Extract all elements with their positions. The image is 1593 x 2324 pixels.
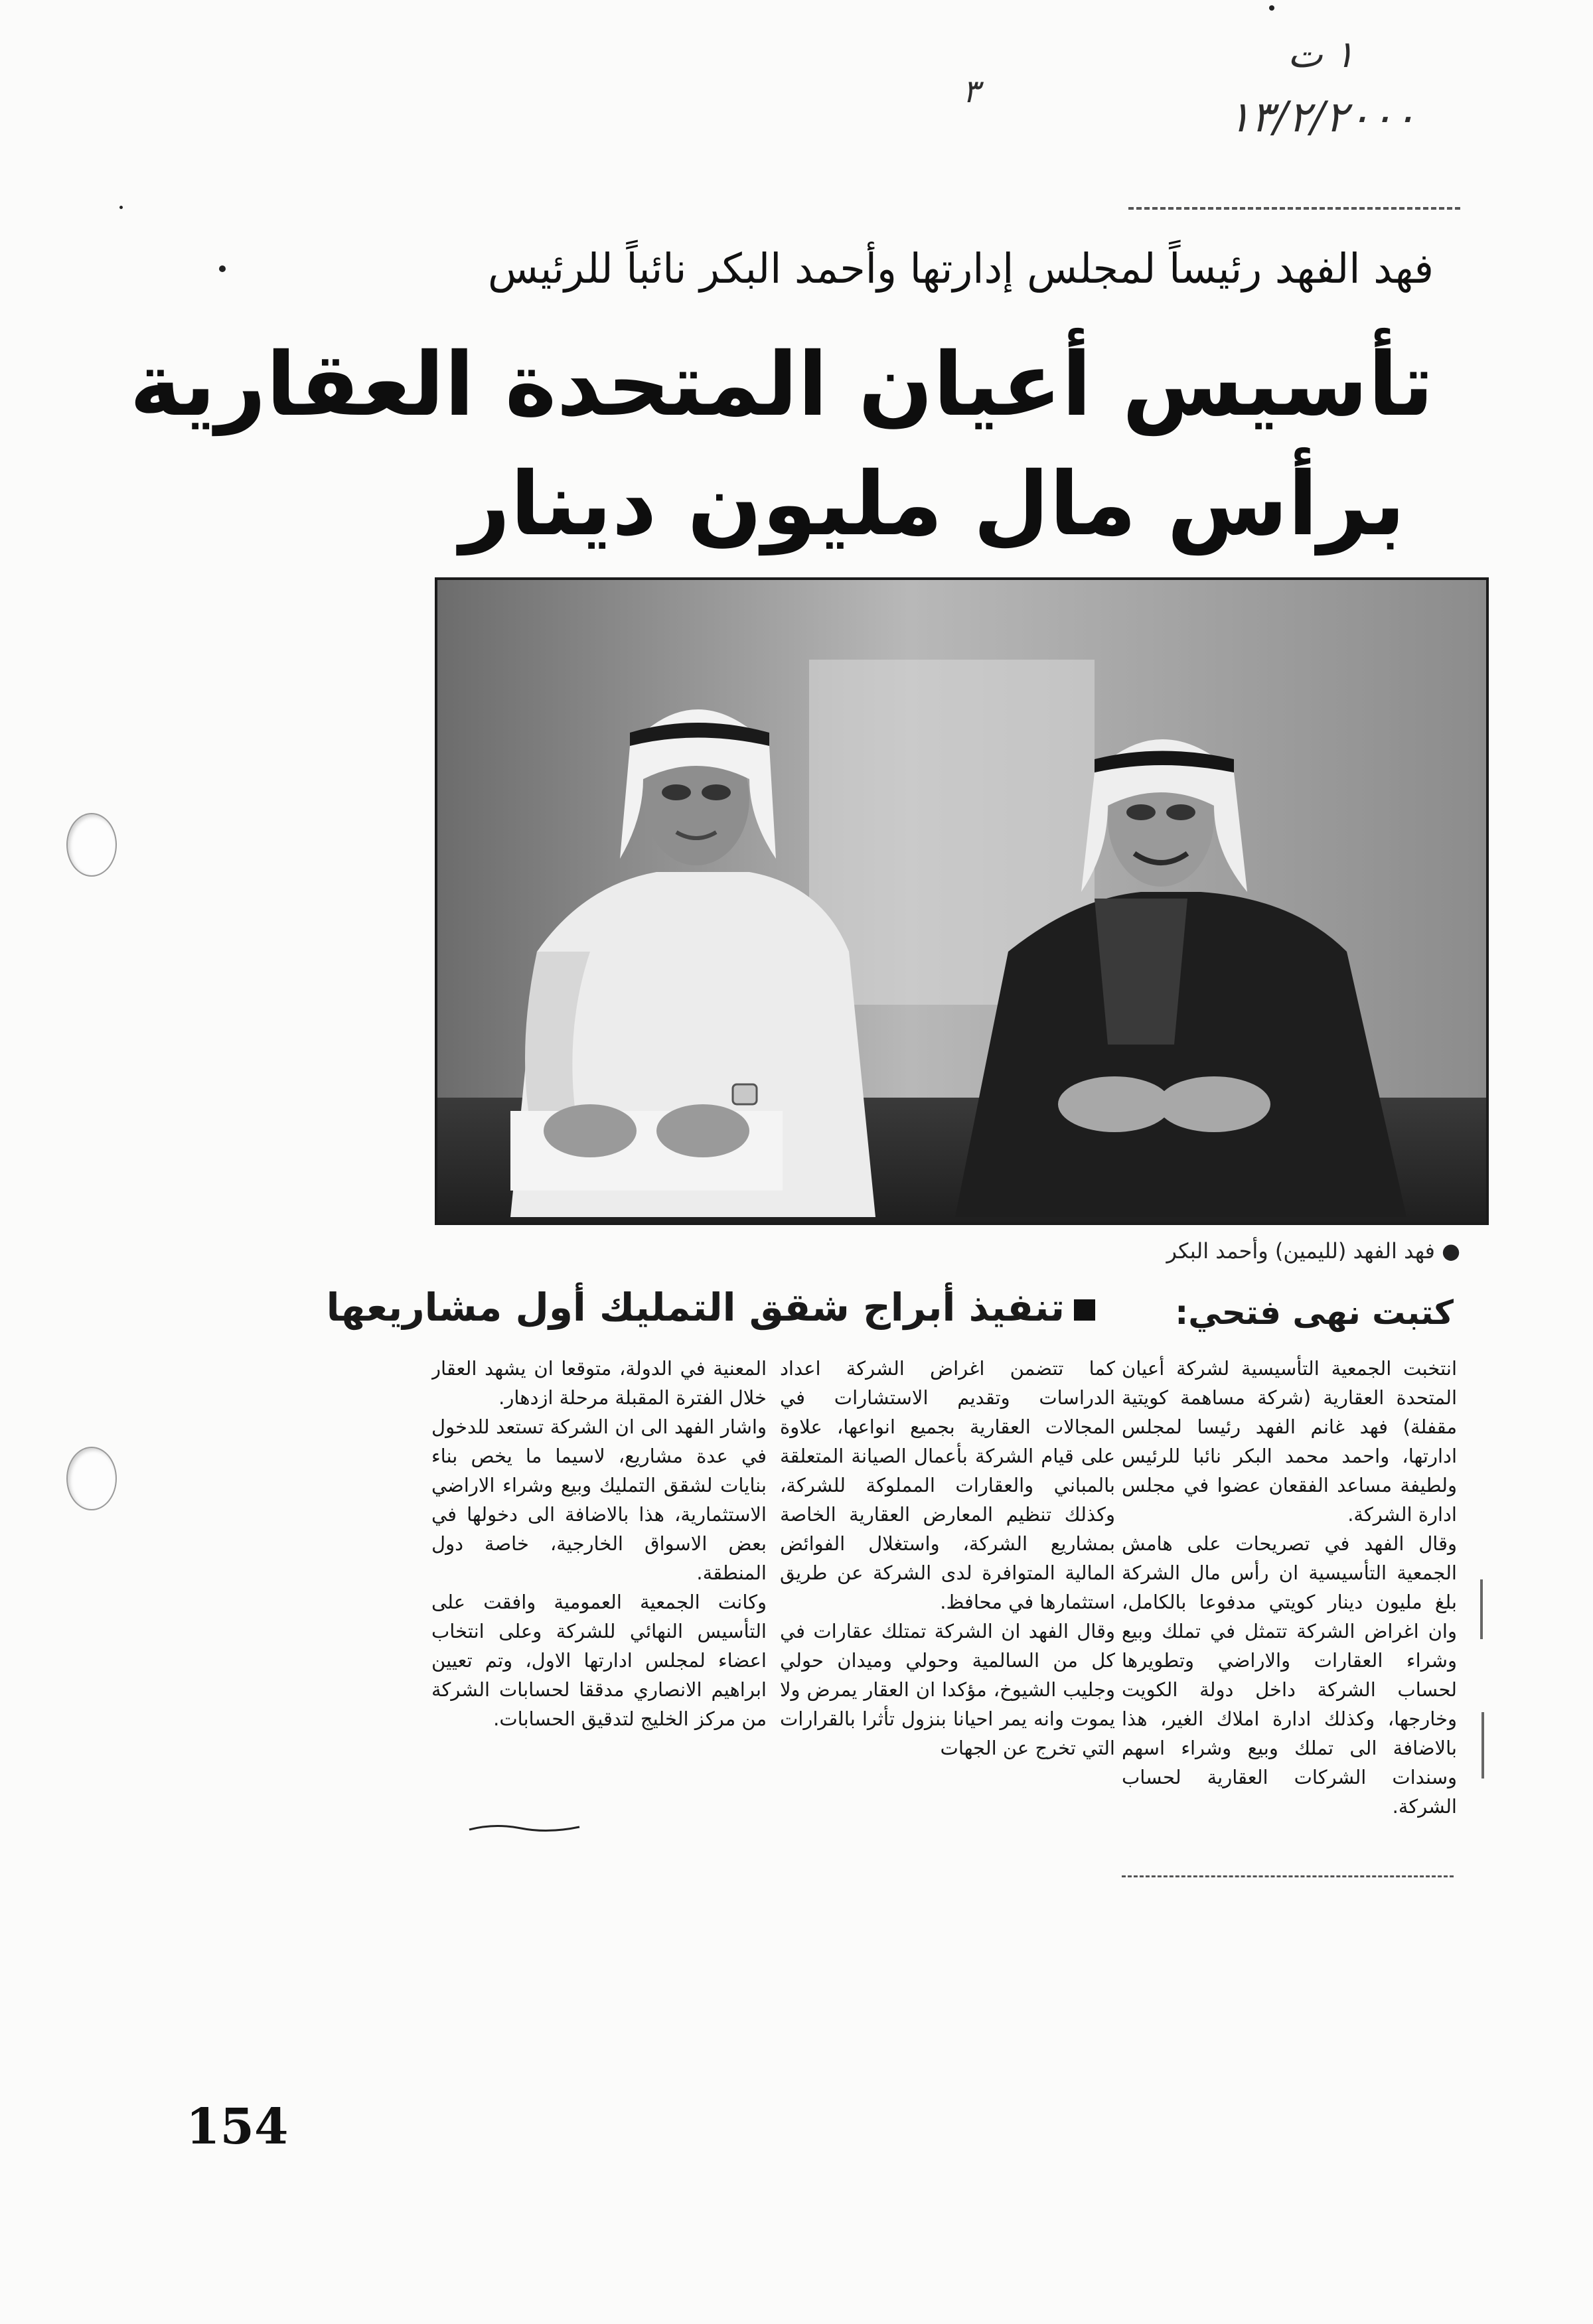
article-column-3 [431,1354,767,1898]
article-column-2 [780,1354,1115,1898]
article-column-1 [1122,1354,1457,1898]
top-dashed-rule [1128,207,1460,210]
handwritten-source: ١ ت [1288,33,1355,76]
subhead-square-icon [1074,1299,1095,1321]
scan-speck [219,265,226,272]
margin-mark [1480,1579,1483,1639]
article-paragraph: كما تتضمن اغراض الشركة اعداد الدراسات وتقديم الاستشارات في المجالات العقارية بجميع انواعها، علاوة على قيام الشركة بأعمال الصيانة المتعلقة بالمباني والعقارات المملوكة للشركة، وكذلك تنظيم المعارض العقارية الخاصة بمشاريع الشركة، واستغلال الفوائض المالية المتوافرة لدى الشركة عن طريق استثمارها في محافظ. [780,1357,1115,1613]
article-paragraph: وقال الفهد في تصريحات على هامش الجمعية التأسيسية ان رأس مال الشركة بلغ مليون دينار كويتي مدفوعا بالكامل، وان اغراض الشركة تتمثل في تملك وبيع وشراء العقارات والاراضي وتطويرها لحساب الشركة داخل دولة الكويت وخارجها، وكذلك ادارة املاك الغير، هذا بالاضافة الى تملك وبيع وشراء اسهم وسندات الشركات العقارية لحساب الشركة. [1122,1532,1457,1818]
scan-speck [119,206,123,209]
caption-bullet-icon: ● [1442,1238,1460,1264]
page-number: 154 [186,2098,289,2155]
end-squiggle-icon [468,1822,581,1835]
article-byline: كتبت نهى فتحي: [1175,1293,1454,1332]
scan-speck [1269,5,1274,11]
article-subhead-text: تنفيذ أبراج شقق التمليك أول مشاريعها [326,1285,1065,1330]
binder-hole-bottom [66,1447,117,1510]
photo-caption [796,1234,1460,1268]
article-paragraph: واشار الفهد الى ان الشركة تستعد للدخول في عدة مشاريع، لاسيما ما يخص بناء بنايات لشقق التمليك وبيع وشراء الاراضي الاستثمارية، هذا بالاضافة الى دخولها في بعض الاسواق الخارجية، خاصة دول المنطقة. [431,1416,767,1584]
photo-caption-text: فهد الفهد (لليمين) وأحمد البكر [1166,1238,1435,1264]
margin-mark [1481,1712,1484,1779]
article-subhead [326,1277,1095,1337]
article-paragraph: انتخبت الجمعية التأسيسية لشركة أعيان المتحدة العقارية (شركة مساهمة كويتية مقفلة) فهد غانم الفهد رئيسا لمجلس ادارتها، واحمد محمد البكر نائبا للرئيس ولطيفة مساعد الفقعان عضوا في مجلس ادارة الشركة. [1122,1357,1457,1526]
handwritten-mark: ٣ [962,73,980,110]
article-strapline: فهد الفهد رئيساً لمجلس إدارتها وأحمد البكر نائباً للرئيس [488,244,1434,293]
article-photo [435,577,1489,1225]
article-headline-line-2: برأس مال مليون دينار [459,453,1406,555]
binder-hole-top [66,813,117,877]
article-headline-line-1: تأسيس أعيان المتحدة العقارية [129,334,1434,436]
article-paragraph: وكانت الجمعية العمومية وافقت على التأسيس النهائي للشركة وعلى انتخاب اعضاء لمجلس ادارتها الاول، وتم تعيين ابراهيم الانصاري مدققا لحسابات الشركة من مركز الخليج لتدقيق الحسابات. [431,1591,767,1730]
article-paragraph: المعنية في الدولة، متوقعا ان يشهد العقار خلال الفترة المقبلة مرحلة ازدهار. [431,1357,767,1409]
handwritten-date: ١٣/٢/٢٠٠٠ [1228,93,1416,142]
article-paragraph: وقال الفهد ان الشركة تمتلك عقارات في كل من السالمية وحولي وميدان حولي وجليب الشيوخ، مؤكدا ان العقار يمرض ولا يموت وانه يمر احيانا بنزول تأثرا بالقرارات التي تخرج عن الجهات [780,1620,1115,1759]
